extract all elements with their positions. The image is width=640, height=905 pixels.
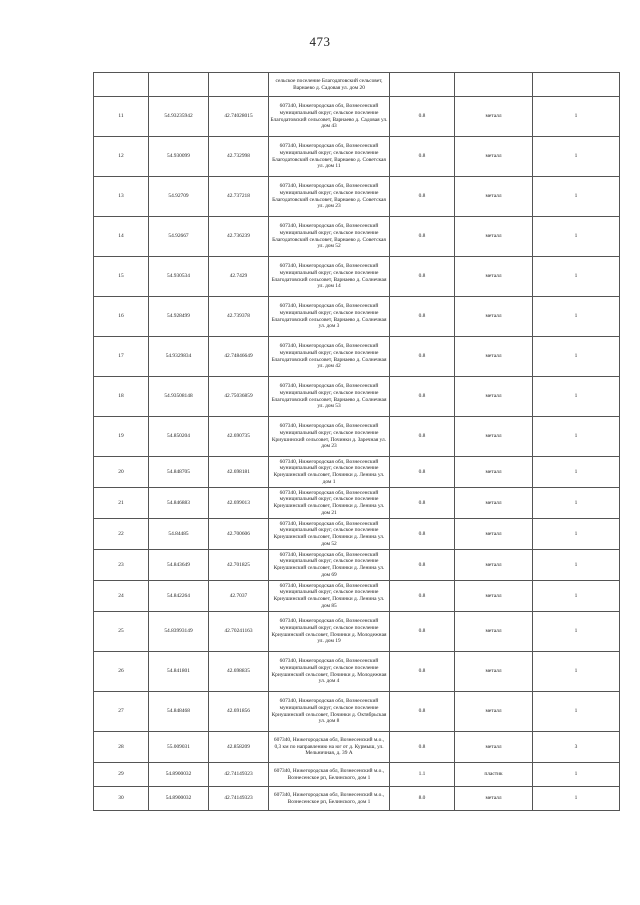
latitude-cell: 54.8900032: [149, 763, 209, 787]
address-cell: 607340, Нижегородская обл, Вознесенский муниципальный округ, сельское поселение Благодатовский сельсовет, Варнаево д. Солнечная ул. дом 42: [269, 337, 390, 377]
latitude-cell: 54.928499: [149, 297, 209, 337]
table-row: [94, 519, 620, 550]
material-cell: металл: [455, 417, 533, 457]
longitude-cell: 42.739378: [209, 297, 269, 337]
latitude-cell: 54.93508148: [149, 377, 209, 417]
row-number-cell: 16: [94, 297, 149, 337]
latitude-cell: 54.84485: [149, 519, 209, 550]
row-number-cell: 17: [94, 337, 149, 377]
longitude-cell: 42.732998: [209, 137, 269, 177]
table-row: [94, 732, 620, 763]
count-cell: 1: [533, 692, 620, 732]
count-cell: 1: [533, 550, 620, 581]
row-number-cell: 22: [94, 519, 149, 550]
address-cell: 607340, Нижегородская обл, Вознесенский муниципальный округ, сельское поселение Благодатовский сельсовет, Варнаево д. Солнечная ул. дом 3: [269, 297, 390, 337]
diameter-cell: 0.8: [390, 488, 455, 519]
address-cell: 607340, Нижегородская обл, Вознесенский м.о., Вознесенское рп, Белинского, дом 1: [269, 787, 390, 811]
count-cell: 1: [533, 763, 620, 787]
row-number-cell: 21: [94, 488, 149, 519]
address-cell: 607340, Нижегородская обл, Вознесенский муниципальный округ, сельское поселение Криушинский сельсовет, Починки д. Ленина ул. дом 52: [269, 519, 390, 550]
longitude-cell: [209, 73, 269, 97]
table-row: [94, 217, 620, 257]
longitude-cell: 42.700606: [209, 519, 269, 550]
address-cell: 607340, Нижегородская обл, Вознесенский муниципальный округ, сельское поселение Криушинский сельсовет, Починки д. Молодежная ул. дом 4: [269, 652, 390, 692]
longitude-cell: 42.701825: [209, 550, 269, 581]
row-number-cell: 26: [94, 652, 149, 692]
diameter-cell: 0.8: [390, 137, 455, 177]
count-cell: 1: [533, 787, 620, 811]
table-row: [94, 417, 620, 457]
longitude-cell: 42.699013: [209, 488, 269, 519]
row-number-cell: 28: [94, 732, 149, 763]
address-cell: 607340, Нижегородская обл, Вознесенский муниципальный округ, сельское поселение Криушинский сельсовет, Починки д. Ленина ул. дом 85: [269, 581, 390, 612]
diameter-cell: 8.0: [390, 787, 455, 811]
address-cell: сельское поселение Благодатовский сельсовет, Варнаево д. Садовая ул. дом 20: [269, 73, 390, 97]
longitude-cell: 42.7037: [209, 581, 269, 612]
longitude-cell: 42.74149323: [209, 763, 269, 787]
material-cell: металл: [455, 692, 533, 732]
diameter-cell: 0.8: [390, 257, 455, 297]
address-cell: 607340, Нижегородская обл, Вознесенский муниципальный округ, сельское поселение Благодатовский сельсовет, Варнаево д. Советская ул. дом 11: [269, 137, 390, 177]
table-row: [94, 177, 620, 217]
count-cell: 1: [533, 177, 620, 217]
address-cell: 607340, Нижегородская обл, Вознесенский муниципальный округ, сельское поселение Криушинский сельсовет, Починки д. Ленина ул. дом 1: [269, 457, 390, 488]
table-row: [94, 73, 620, 97]
longitude-cell: 42.7429: [209, 257, 269, 297]
diameter-cell: 0.8: [390, 457, 455, 488]
longitude-cell: 42.698181: [209, 457, 269, 488]
table-row: [94, 763, 620, 787]
count-cell: 1: [533, 417, 620, 457]
row-number-cell: 25: [94, 612, 149, 652]
address-cell: 607340, Нижегородская обл, Вознесенский муниципальный округ, сельское поселение Криушинский сельсовет, Починки д. Заречная ул. дом 23: [269, 417, 390, 457]
diameter-cell: 0.8: [390, 581, 455, 612]
diameter-cell: 0.8: [390, 612, 455, 652]
table-row: [94, 692, 620, 732]
table-row: [94, 550, 620, 581]
address-cell: 607340, Нижегородская обл, Вознесенский муниципальный округ, сельское поселение Благодатовский сельсовет, Варнаево д. Садовая ул. дом 43: [269, 97, 390, 137]
longitude-cell: 42.75036859: [209, 377, 269, 417]
count-cell: 1: [533, 337, 620, 377]
count-cell: 1: [533, 457, 620, 488]
latitude-cell: 54.92709: [149, 177, 209, 217]
material-cell: пластик: [455, 763, 533, 787]
material-cell: металл: [455, 377, 533, 417]
table-row: [94, 581, 620, 612]
latitude-cell: 54.850204: [149, 417, 209, 457]
diameter-cell: 0.8: [390, 97, 455, 137]
material-cell: металл: [455, 137, 533, 177]
longitude-cell: 42.74846649: [209, 337, 269, 377]
diameter-cell: 0.8: [390, 217, 455, 257]
count-cell: 1: [533, 297, 620, 337]
table-row: [94, 297, 620, 337]
address-cell: 607340, Нижегородская обл, Вознесенский муниципальный округ, сельское поселение Благодатовский сельсовет, Варнаево д. Советская ул. дом 23: [269, 177, 390, 217]
latitude-cell: 54.92667: [149, 217, 209, 257]
material-cell: металл: [455, 652, 533, 692]
table-row: [94, 337, 620, 377]
diameter-cell: 0.8: [390, 732, 455, 763]
address-cell: 607340, Нижегородская обл, Вознесенский м.о., 0,3 км по направлению на юг от д. Курмыш, ул. Мельничная, д. 39 А: [269, 732, 390, 763]
address-cell: 607340, Нижегородская обл, Вознесенский муниципальный округ, сельское поселение Благодатовский сельсовет, Варнаево д. Советская ул. дом 52: [269, 217, 390, 257]
longitude-cell: 42.858209: [209, 732, 269, 763]
row-number-cell: 19: [94, 417, 149, 457]
latitude-cell: 54.848705: [149, 457, 209, 488]
material-cell: металл: [455, 732, 533, 763]
longitude-cell: 42.74149323: [209, 787, 269, 811]
table-row: [94, 257, 620, 297]
count-cell: 1: [533, 137, 620, 177]
latitude-cell: [149, 73, 209, 97]
row-number-cell: 15: [94, 257, 149, 297]
count-cell: 1: [533, 257, 620, 297]
table-row: [94, 377, 620, 417]
row-number-cell: 20: [94, 457, 149, 488]
registry-table: [93, 72, 620, 811]
material-cell: металл: [455, 97, 533, 137]
page-number: 473: [309, 34, 331, 49]
count-cell: 1: [533, 612, 620, 652]
longitude-cell: 42.690735: [209, 417, 269, 457]
latitude-cell: 54.846883: [149, 488, 209, 519]
row-number-cell: 18: [94, 377, 149, 417]
diameter-cell: 0.8: [390, 519, 455, 550]
table-row: [94, 652, 620, 692]
material-cell: металл: [455, 519, 533, 550]
longitude-cell: 42.70241163: [209, 612, 269, 652]
count-cell: 1: [533, 519, 620, 550]
diameter-cell: 0.8: [390, 692, 455, 732]
longitude-cell: 42.736239: [209, 217, 269, 257]
material-cell: [455, 73, 533, 97]
count-cell: 1: [533, 652, 620, 692]
latitude-cell: 55.009031: [149, 732, 209, 763]
diameter-cell: [390, 73, 455, 97]
count-cell: 3: [533, 732, 620, 763]
table-row: [94, 137, 620, 177]
address-cell: 607340, Нижегородская обл, Вознесенский муниципальный округ, сельское поселение Благодатовский сельсовет, Варнаево д. Солнечная ул. дом 14: [269, 257, 390, 297]
diameter-cell: 0.8: [390, 652, 455, 692]
latitude-cell: 54.848468: [149, 692, 209, 732]
row-number-cell: 27: [94, 692, 149, 732]
address-cell: 607340, Нижегородская обл, Вознесенский муниципальный округ, сельское поселение Криушинский сельсовет, Починки д. Ленина ул. дом 69: [269, 550, 390, 581]
latitude-cell: 54.8900032: [149, 787, 209, 811]
address-cell: 607340, Нижегородская обл, Вознесенский муниципальный округ, сельское поселение Криушинский сельсовет, Починки д. Октябрьская ул. дом 8: [269, 692, 390, 732]
longitude-cell: 42.698835: [209, 652, 269, 692]
material-cell: металл: [455, 297, 533, 337]
address-cell: 607340, Нижегородская обл, Вознесенский муниципальный округ, сельское поселение Криушинский сельсовет, Починки д. Молодежная ул. дом 19: [269, 612, 390, 652]
material-cell: металл: [455, 257, 533, 297]
address-cell: 607340, Нижегородская обл, Вознесенский муниципальный округ, сельское поселение Благодатовский сельсовет, Варнаево д. Солнечная ул. дом 53: [269, 377, 390, 417]
count-cell: [533, 73, 620, 97]
material-cell: металл: [455, 488, 533, 519]
longitude-cell: 42.691856: [209, 692, 269, 732]
count-cell: 1: [533, 488, 620, 519]
row-number-cell: 14: [94, 217, 149, 257]
material-cell: металл: [455, 787, 533, 811]
table-body: [94, 73, 620, 811]
row-number-cell: 13: [94, 177, 149, 217]
latitude-cell: 54.93235942: [149, 97, 209, 137]
diameter-cell: 0.8: [390, 177, 455, 217]
material-cell: металл: [455, 612, 533, 652]
material-cell: металл: [455, 177, 533, 217]
row-number-cell: 29: [94, 763, 149, 787]
row-number-cell: 24: [94, 581, 149, 612]
material-cell: металл: [455, 337, 533, 377]
row-number-cell: [94, 73, 149, 97]
diameter-cell: 0.8: [390, 417, 455, 457]
count-cell: 1: [533, 581, 620, 612]
table-row: [94, 612, 620, 652]
diameter-cell: 0.8: [390, 550, 455, 581]
count-cell: 1: [533, 97, 620, 137]
material-cell: металл: [455, 550, 533, 581]
diameter-cell: 0.8: [390, 377, 455, 417]
row-number-cell: 12: [94, 137, 149, 177]
latitude-cell: 54.930534: [149, 257, 209, 297]
latitude-cell: 54.83993149: [149, 612, 209, 652]
latitude-cell: 54.843649: [149, 550, 209, 581]
address-cell: 607340, Нижегородская обл, Вознесенский м.о., Вознесенское рп, Белинского, дом 1: [269, 763, 390, 787]
address-cell: 607340, Нижегородская обл, Вознесенский муниципальный округ, сельское поселение Криушинский сельсовет, Починки д. Ленина ул. дом 21: [269, 488, 390, 519]
table-row: [94, 97, 620, 137]
longitude-cell: 42.74028015: [209, 97, 269, 137]
latitude-cell: 54.842264: [149, 581, 209, 612]
row-number-cell: 11: [94, 97, 149, 137]
diameter-cell: 1.1: [390, 763, 455, 787]
count-cell: 1: [533, 217, 620, 257]
row-number-cell: 30: [94, 787, 149, 811]
longitude-cell: 42.737218: [209, 177, 269, 217]
count-cell: 1: [533, 377, 620, 417]
latitude-cell: 54.9329834: [149, 337, 209, 377]
material-cell: металл: [455, 457, 533, 488]
table-row: [94, 488, 620, 519]
table-row: [94, 787, 620, 811]
diameter-cell: 0.8: [390, 297, 455, 337]
latitude-cell: 54.930099: [149, 137, 209, 177]
latitude-cell: 54.841801: [149, 652, 209, 692]
row-number-cell: 23: [94, 550, 149, 581]
table-row: [94, 457, 620, 488]
material-cell: металл: [455, 581, 533, 612]
material-cell: металл: [455, 217, 533, 257]
diameter-cell: 0.8: [390, 337, 455, 377]
